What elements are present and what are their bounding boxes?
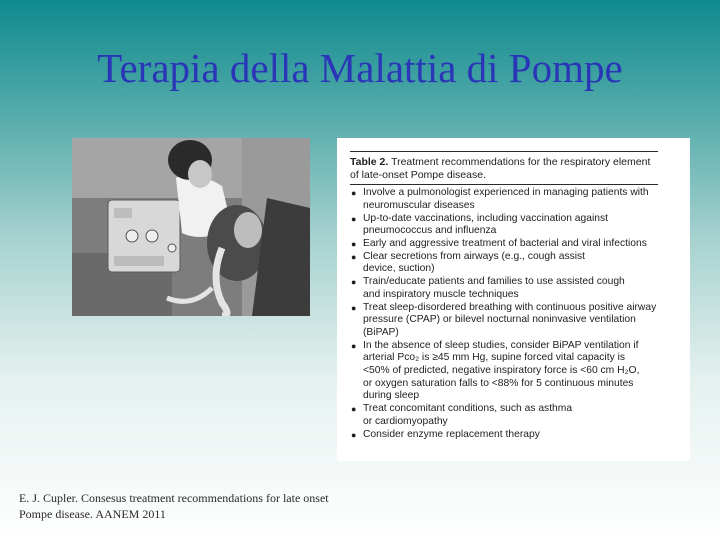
list-item	[350, 238, 658, 251]
list-item-text: Treat sleep-disordered breathing with continuous positive airway pressure (CPAP) or bilevel nocturnal noninvasive ventilation (BiPAP)	[363, 301, 657, 338]
list-item	[350, 251, 658, 276]
list-item-text: Consider enzyme replacement therapy	[363, 428, 540, 440]
bullet-icon: ●	[351, 340, 357, 351]
list-item	[350, 429, 658, 442]
bullet-icon: ●	[351, 188, 357, 199]
list-item-text: Early and aggressive treatment of bacterial and viral infections	[363, 238, 647, 249]
table-caption	[350, 156, 658, 181]
table-label: Table 2.	[350, 156, 389, 168]
bullet-icon: ●	[351, 302, 357, 313]
list-item-text: Train/educate patients and families to use assisted cough and inspiratory muscle techniques	[363, 276, 625, 300]
list-item-text: Involve a pulmonologist experienced in managing patients with neuromuscular diseases	[363, 187, 649, 211]
table-top-rule	[350, 151, 658, 152]
bullet-icon: ●	[351, 277, 357, 288]
list-item	[350, 403, 658, 428]
list-item	[350, 187, 658, 212]
recommendation-list	[350, 187, 658, 441]
list-item-text: Treat concomitant conditions, such as asthma or cardiomyopathy	[363, 403, 573, 427]
list-item-text: In the absence of sleep studies, consider BiPAP ventilation if arterial Pco₂ is ≥45 mm Hg, supine forced vital capacity is <50% of predicted, negative inspiratory force is <60 cm H₂O, or oxygen saturation falls to <88% for 5 continuous minutes during sleep	[363, 339, 640, 402]
bullet-icon: ●	[351, 213, 357, 224]
list-item	[350, 302, 658, 340]
list-item-text: Up-to-date vaccinations, including vaccination against pneumococcus and influenza	[363, 212, 608, 237]
list-item	[350, 213, 658, 238]
list-item	[350, 276, 658, 301]
bullet-icon: ●	[351, 429, 357, 440]
slide-title: Terapia della Malattia di Pompe	[97, 45, 623, 91]
bullet-icon: ●	[351, 239, 357, 249]
bullet-icon: ●	[351, 404, 357, 415]
table-caption-text: Treatment recommendations for the respiratory element of late-onset Pompe disease.	[350, 156, 651, 181]
bullet-icon: ●	[351, 251, 357, 262]
treatment-table	[337, 138, 690, 461]
table-caption-rule	[350, 184, 658, 185]
list-item-text: Clear secretions from airways (e.g., cough assist device, suction)	[363, 250, 586, 275]
list-item	[350, 340, 658, 404]
patient-ventilation-photo	[72, 138, 310, 316]
citation: E. J. Cupler. Consesus treatment recommendations for late onset Pompe disease. AANEM 2011	[19, 491, 329, 521]
